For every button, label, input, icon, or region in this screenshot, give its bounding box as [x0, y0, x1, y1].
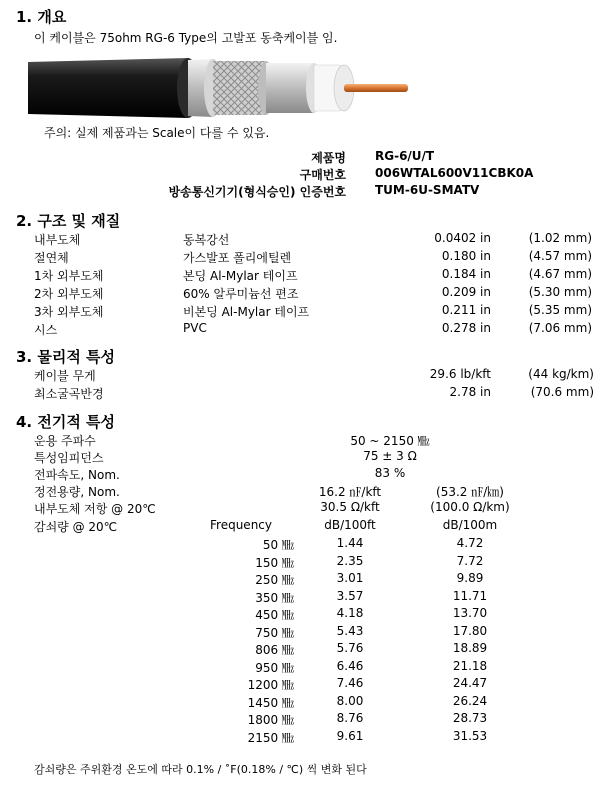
capacitance-label: 정전용량, Nom. [34, 485, 120, 499]
attenuation-db-100m: 4.72 [456, 536, 484, 550]
structure-material: 동복강선 [183, 233, 230, 247]
structure-row [0, 321, 604, 339]
attenuation-header-db-100m: dB/100m [442, 518, 498, 532]
attenuation-row [0, 694, 604, 712]
physical-value-imperial: 2.78 in [449, 385, 491, 399]
attenuation-frequency: 950 ㎒ [255, 660, 294, 675]
attenuation-frequency: 1450 ㎒ [247, 695, 294, 710]
attenuation-db-100m: 9.89 [456, 571, 484, 585]
attenuation-db-100ft: 3.57 [336, 588, 364, 603]
cable-cross-section-image [28, 50, 448, 125]
attenuation-frequency: 1200 ㎒ [247, 678, 294, 692]
attenuation-db-100m: 18.89 [452, 641, 488, 655]
attenuation-row [0, 676, 604, 694]
resistance-value-imperial: 30.5 Ω/kft [320, 500, 380, 514]
capacitance-value-metric: (53.2 ㎋/㎞) [436, 485, 504, 499]
attenuation-row [0, 711, 604, 729]
info-label-product-name: 제품명 [311, 151, 346, 165]
attenuation-frequency: 806 ㎒ [255, 643, 294, 657]
info-value-product-name: RG-6/U/T [375, 149, 435, 163]
structure-material: 가스발포 폴리에틸렌 [183, 251, 292, 265]
resistance-value-metric: (100.0 Ω/km) [430, 500, 510, 514]
capacitance-value-imperial: 16.2 ㎋/kft [318, 485, 382, 499]
electrical-row [0, 500, 604, 518]
attenuation-db-100m: 11.71 [452, 588, 488, 603]
structure-inch: 0.209 in [441, 285, 491, 299]
frequency-value: 50 ~ 2150 ㎒ [350, 434, 430, 448]
attenuation-row [0, 554, 604, 572]
info-value-purchase-number: 006WTAL600V11CBK0A [375, 166, 534, 180]
attenuation-frequency: 250 ㎒ [255, 573, 294, 587]
velocity-value: 83 % [374, 466, 406, 480]
structure-row [0, 267, 604, 285]
section-3-title: 3. 물리적 특성 [16, 348, 116, 366]
electrical-row [0, 449, 604, 467]
structure-inch: 0.0402 in [434, 231, 491, 245]
attenuation-frequency: 350 ㎒ [255, 590, 294, 605]
attenuation-header-row [0, 518, 604, 536]
impedance-label: 특성임피던스 [34, 451, 104, 465]
structure-mm: (7.06 mm) [528, 321, 592, 335]
attenuation-db-100ft: 6.46 [336, 658, 364, 673]
attenuation-footnote: 감쇠량은 주위환경 온도에 따라 0.1% / ˚F(0.18% / ℃) 씩 변화 된다 [34, 763, 367, 776]
attenuation-frequency: 150 ㎒ [255, 555, 294, 570]
attenuation-frequency: 1800 ㎒ [247, 713, 294, 727]
structure-mm: (4.67 mm) [528, 267, 592, 281]
attenuation-db-100m: 17.80 [452, 623, 488, 638]
structure-mm: (5.30 mm) [528, 285, 592, 299]
attenuation-db-100ft: 5.76 [336, 641, 364, 655]
electrical-row [0, 483, 604, 501]
attenuation-frequency: 750 ㎒ [255, 625, 294, 640]
attenuation-db-100m: 26.24 [452, 693, 488, 708]
structure-part: 내부도체 [34, 233, 81, 247]
structure-material: 본딩 Al-Mylar 테이프 [183, 269, 298, 283]
section-2-title: 2. 구조 및 재질 [16, 212, 121, 230]
attenuation-db-100ft: 9.61 [336, 728, 364, 743]
attenuation-db-100m: 13.70 [452, 606, 488, 620]
scale-note: 주의: 실제 제품과는 Scale이 다를 수 있음. [44, 126, 270, 140]
info-label-certification-number: 방송통신기기(형식승인) 인증번호 [168, 185, 346, 199]
attenuation-db-100ft: 4.18 [336, 606, 364, 620]
section-4-title: 4. 전기적 특성 [16, 413, 116, 431]
attenuation-frequency: 50 ㎒ [262, 538, 294, 552]
structure-mm: (1.02 mm) [528, 231, 592, 245]
attenuation-label: 감쇠량 @ 20℃ [34, 520, 118, 534]
structure-inch: 0.278 in [441, 321, 491, 335]
physical-row [0, 367, 604, 385]
attenuation-db-100m: 31.53 [452, 728, 488, 743]
structure-material: 비본딩 Al-Mylar 테이프 [183, 305, 310, 319]
attenuation-row [0, 571, 604, 589]
attenuation-db-100ft: 8.00 [336, 693, 364, 708]
attenuation-db-100m: 24.47 [452, 676, 488, 690]
structure-inch: 0.211 in [441, 303, 491, 317]
attenuation-db-100m: 21.18 [452, 658, 488, 673]
attenuation-frequency: 450 ㎒ [255, 608, 294, 622]
attenuation-row [0, 659, 604, 677]
attenuation-db-100ft: 7.46 [336, 676, 364, 690]
structure-row [0, 249, 604, 267]
resistance-label: 내부도체 저항 @ 20℃ [34, 502, 156, 516]
velocity-label: 전파속도, Nom. [34, 468, 120, 482]
structure-material: 60% 알루미늄선 편조 [183, 287, 299, 301]
attenuation-row [0, 589, 604, 607]
overview-description: 이 케이블은 75ohm RG-6 Type의 고발포 동축케이블 임. [34, 31, 338, 45]
attenuation-db-100m: 28.73 [452, 711, 488, 725]
physical-label: 케이블 무게 [34, 369, 96, 383]
physical-row [0, 385, 604, 403]
electrical-row [0, 466, 604, 484]
structure-material: PVC [183, 321, 207, 335]
attenuation-db-100ft: 2.35 [336, 553, 364, 568]
attenuation-row [0, 641, 604, 659]
section-1-title: 1. 개요 [16, 8, 67, 26]
structure-part: 2차 외부도체 [34, 287, 104, 301]
electrical-row [0, 432, 604, 450]
structure-inch: 0.180 in [441, 249, 491, 263]
physical-value-imperial: 29.6 lb/kft [429, 367, 491, 381]
attenuation-row [0, 729, 604, 747]
attenuation-db-100ft: 3.01 [336, 571, 364, 585]
attenuation-row [0, 624, 604, 642]
attenuation-db-100m: 7.72 [456, 553, 484, 568]
structure-mm: (4.57 mm) [528, 249, 592, 263]
structure-mm: (5.35 mm) [528, 303, 592, 317]
attenuation-header-frequency: Frequency [210, 518, 272, 532]
structure-row [0, 231, 604, 249]
frequency-label: 운용 주파수 [34, 434, 96, 448]
structure-part: 3차 외부도체 [34, 305, 104, 319]
info-value-certification-number: TUM-6U-SMATV [375, 183, 480, 197]
structure-part: 1차 외부도체 [34, 269, 104, 283]
attenuation-header-db-100ft: dB/100ft [324, 518, 376, 532]
impedance-value: 75 ± 3 Ω [363, 449, 417, 463]
attenuation-row [0, 606, 604, 624]
physical-value-metric: (70.6 mm) [530, 385, 594, 399]
physical-value-metric: (44 kg/km) [528, 367, 594, 381]
structure-inch: 0.184 in [441, 267, 491, 281]
structure-row [0, 285, 604, 303]
structure-row [0, 303, 604, 321]
attenuation-db-100ft: 5.43 [336, 623, 364, 638]
physical-label: 최소굴곡반경 [34, 387, 104, 401]
attenuation-db-100ft: 8.76 [336, 711, 364, 725]
attenuation-frequency: 2150 ㎒ [247, 730, 294, 745]
attenuation-db-100ft: 1.44 [336, 536, 364, 550]
info-label-purchase-number: 구매번호 [299, 168, 346, 182]
structure-part: 절연체 [34, 251, 69, 265]
structure-part: 시스 [34, 323, 58, 337]
attenuation-row [0, 536, 604, 554]
